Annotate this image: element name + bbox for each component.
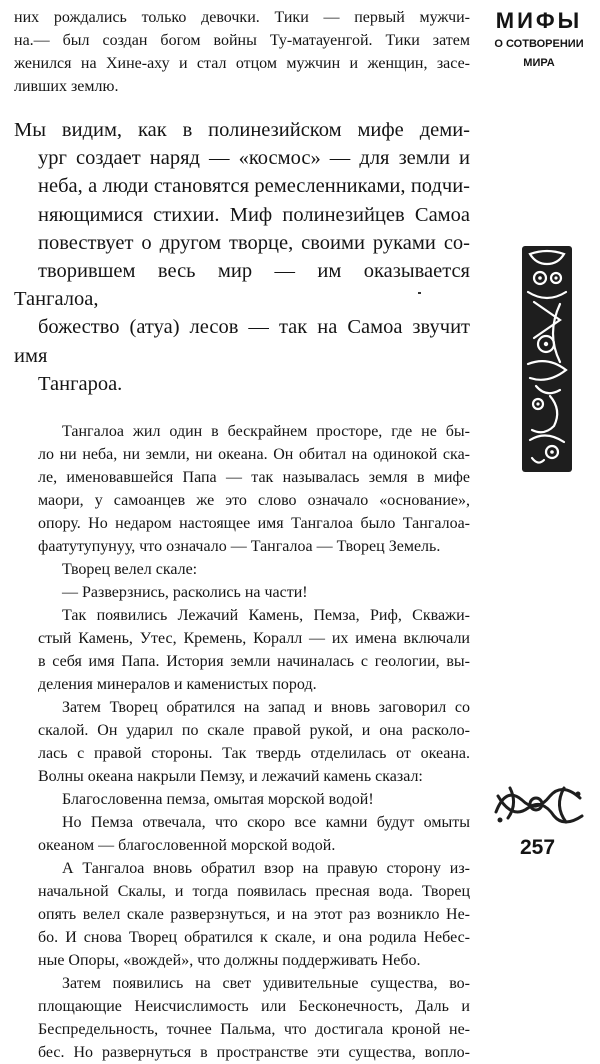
text-line: Тангароа. (38, 372, 123, 395)
body-paragraph (14, 604, 470, 696)
text-line: бо. И снова Творец обратился к скале, и она родила Небес- (38, 929, 470, 947)
text-line: стый Камень, Утес, Кремень, Коралл — их имена включали (38, 630, 470, 648)
text-line: скалой. Он ударил по скале правой рукой, и она расколо- (38, 722, 470, 740)
text-line: ле, именовавшейся Папа — так называлась земля в мифе (38, 469, 470, 487)
body-paragraph (14, 788, 470, 811)
body-paragraph (14, 420, 470, 558)
text-line: ливших землю. (14, 78, 119, 95)
text-line: Тангалоа жил один в бескрайнем просторе, где не бы- (62, 423, 470, 441)
text-line: Волны океана накрыли Пемзу, и лежачий камень сказал: (38, 768, 423, 786)
knotwork-ornament-illustration (490, 782, 588, 828)
text-line: них рождались только девочки. Тики — первый мужчи- (14, 9, 470, 26)
text-line: повествует о другом творце, своими руками со- (38, 231, 470, 254)
section-subtitle: О СОТВОРЕНИИ (494, 38, 584, 50)
text-line: Так появились Лежачий Камень, Пемза, Риф, Скважи- (62, 607, 470, 625)
text-line: Затем Творец обратился на запад и вновь заговорил со (62, 699, 470, 717)
text-line: опору. Но недаром настоящее имя Тангалоа было Тангалоа- (38, 515, 470, 533)
text-line: опять велел скале разверзнуться, и на этот раз возникло Не- (38, 906, 470, 924)
carved-ornament-illustration (516, 244, 578, 474)
section-subtitle: МИРА (523, 57, 555, 69)
text-line: начальной Скалы, и тогда появилась пресная вода. Творец (38, 883, 470, 901)
body-paragraph (14, 581, 470, 604)
body-paragraph (14, 696, 470, 788)
intro-paragraph (14, 6, 470, 98)
text-line: творившем весь мир — им оказывается Тангалоа, (14, 260, 470, 311)
body-paragraph (14, 972, 470, 1064)
main-text-column (14, 6, 470, 1064)
body-paragraph (14, 558, 470, 581)
text-line: Творец велел скале: (62, 561, 198, 579)
text-line: деления минералов и каменистых пород. (38, 676, 317, 694)
commentary-paragraph (14, 116, 470, 398)
text-line: няющимися стихии. Миф полинезийцев Самоа (38, 203, 470, 226)
text-line: божество (атуа) лесов — так на Самоа звучит имя (14, 316, 470, 367)
text-line: маори, у самоанцев же это слово означало «основание», (38, 492, 470, 510)
text-line: Благословенна пемза, омытая морской водой! (62, 791, 374, 809)
text-line: лась с правой стороны. Так твердь отделилась от океана. (38, 745, 470, 763)
text-line: на.— был создан богом войны Ту-матауенгой. Тики затем (14, 32, 470, 49)
text-line: ург создает наряд — «космос» — для земли и (38, 147, 470, 170)
text-line: площающие Неисчислимость или Бесконечность, Даль и (38, 998, 470, 1016)
text-line: бес. Но развернуться в пространстве эти существа, вопло- (38, 1044, 470, 1062)
text-line: А Тангалоа вновь обратил взор на правую сторону из- (62, 860, 470, 878)
body-paragraph (14, 811, 470, 857)
body-paragraph (14, 857, 470, 972)
text-line: Мы видим, как в полинезийском мифе деми- (14, 119, 470, 141)
text-line: в себя имя Папа. История земли начиналась с геологии, вы- (38, 653, 470, 671)
section-title: МИФЫ (495, 8, 583, 33)
text-line: женился на Хине-аху и стал отцом мужчин и женщин, засе- (14, 55, 470, 72)
page-number: 257 (520, 836, 556, 859)
text-line: неба, а люди становятся ремесленниками, подчи- (38, 175, 470, 198)
text-line: Затем появились на свет удивительные существа, во- (62, 975, 470, 993)
text-line: фаатутупунуу, что означало — Тангалоа — Творец Земель. (38, 538, 441, 556)
print-speck (418, 292, 421, 294)
myth-retelling (14, 420, 470, 1064)
text-line: — Разверзнись, расколись на части! (62, 584, 308, 602)
text-line: ло ни неба, ни земли, ни океана. Он обитал на одинокой ска- (38, 446, 470, 464)
section-header (486, 8, 592, 72)
text-line: океаном — благословенной морской водой. (38, 837, 336, 855)
text-line: ные Опоры, «вождей», что должны поддерживать Небо. (38, 952, 421, 970)
text-line: Но Пемза отвечала, что скоро все камни будут омыты (62, 814, 470, 832)
text-line: Беспредельность, точнее Пальма, что достигала кроной не- (38, 1021, 470, 1039)
